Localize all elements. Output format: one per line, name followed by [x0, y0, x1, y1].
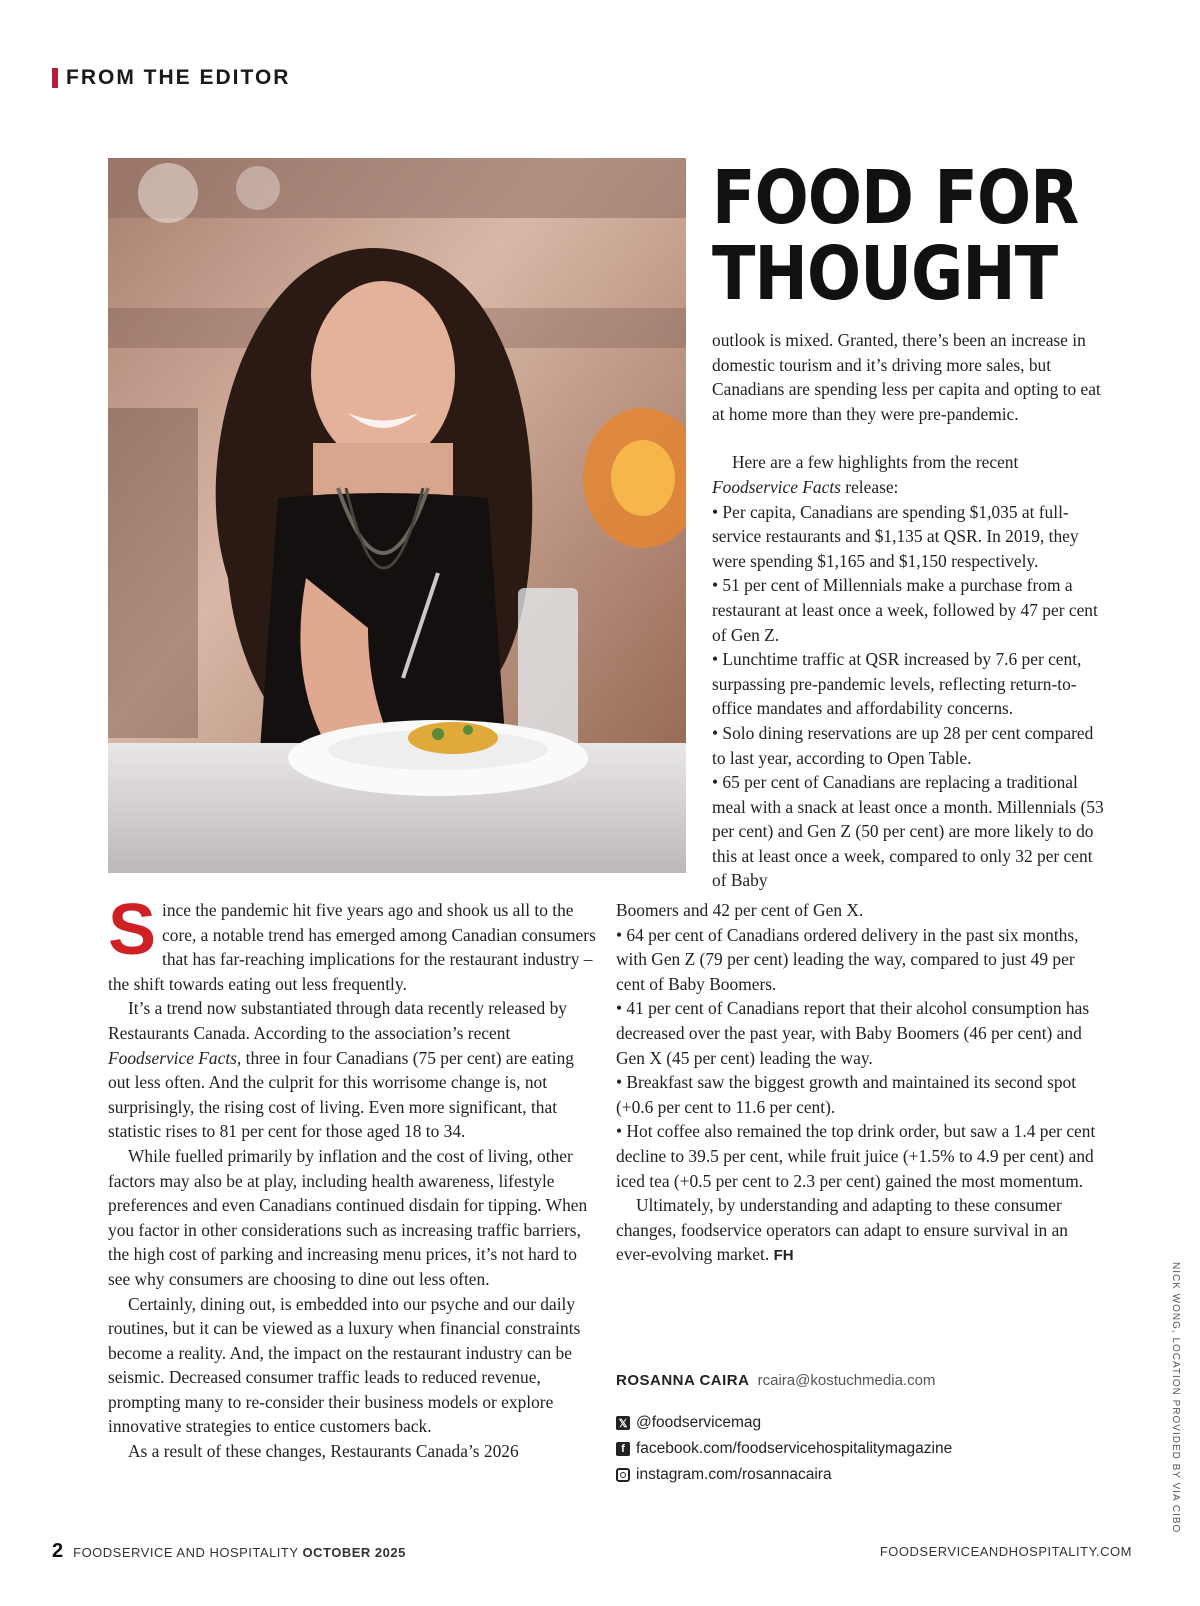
- social-facebook[interactable]: [616, 1440, 952, 1458]
- social-handle: instagram.com/rosannacaira: [636, 1466, 832, 1483]
- bullet-item: • 65 per cent of Canadians are replacing a traditional meal with a snack at least once a month. Millennials (53 per cent) and Gen Z (50 per cent) are more likely to do this at least once a week, compared to only 32 per cent of Baby: [712, 772, 1104, 891]
- paragraph-text: Here are a few highlights from the recent: [732, 452, 1019, 473]
- paragraph-text: release:: [840, 476, 899, 497]
- publication-title: Foodservice Facts: [712, 476, 841, 497]
- social-handle: @foodservicemag: [636, 1414, 762, 1431]
- author-byline: [616, 1372, 935, 1389]
- publication-info: [73, 1545, 406, 1560]
- social-twitter[interactable]: [616, 1414, 761, 1432]
- bullet-item: • Solo dining reservations are up 28 per cent compared to last year, according to Open Table.: [712, 722, 1094, 768]
- article-column-right-bottom: [616, 898, 1101, 1269]
- end-mark: FH: [773, 1247, 794, 1265]
- closing-paragraph: [616, 1193, 1101, 1269]
- headline-line-2: THOUGHT: [712, 231, 1058, 317]
- publication-name: FOODSERVICE AND HOSPITALITY: [73, 1545, 299, 1560]
- footer-website[interactable]: FOODSERVICEANDHOSPITALITY.COM: [879, 1544, 1132, 1559]
- headline: [712, 155, 1090, 317]
- drop-cap: S: [108, 890, 157, 970]
- facebook-icon: f: [616, 1442, 630, 1456]
- bullet-item: • Breakfast saw the biggest growth and maintained its second spot (+0.6 per cent to 11.6 per cent).: [616, 1072, 1077, 1117]
- author-name: ROSANNA CAIRA: [616, 1372, 750, 1389]
- footer-left: [52, 1540, 406, 1563]
- editor-photo: [108, 158, 686, 873]
- section-label: FROM THE EDITOR: [66, 66, 291, 89]
- instagram-icon: [616, 1468, 630, 1482]
- article-paragraph: Certainly, dining out, is embedded into our psyche and our daily routines, but it can be viewed as a luxury when financial constraints become a reality. And, the impact on the restaurant industry can be seismic. Decreased consumer traffic leads to reduced revenue, prompting many to re-consider their business models or explore innovative strategies to entice customers back.: [108, 1293, 581, 1437]
- paragraph-text: Ultimately, by understanding and adapting to these consumer changes, foodservice operators can adapt to ensure survival in an ever-evolving market.: [616, 1195, 1068, 1265]
- bullet-item: • Lunchtime traffic at QSR increased by 7.6 per cent, surpassing pre-pandemic levels, reflecting return-to-office mandates and affordability concerns.: [712, 649, 1082, 719]
- article-paragraph: outlook is mixed. Granted, there’s been an increase in domestic tourism and it’s driving more sales, but Canadians are spending less per capita and opting to eat at home more than they were pre-pandemic.: [712, 330, 1101, 424]
- section-marker: [52, 68, 58, 88]
- article-paragraph: As a result of these changes, Restaurants Canada’s 2026: [128, 1441, 519, 1462]
- bullet-item: • Hot coffee also remained the top drink order, but saw a 1.4 per cent decline to 39.5 per cent, while fruit juice (+1.5% to 4.9 per cent) and iced tea (+0.5 per cent to 2.3 per cent) gained the most momentum.: [616, 1121, 1096, 1191]
- publication-title: Foodservice Facts,: [108, 1047, 242, 1068]
- bullet-item: • Per capita, Canadians are spending $1,035 at full-service restaurants and $1,135 at QSR. In 2019, they were spending $1,165 and $1,150 respectively.: [712, 501, 1079, 571]
- highlights-intro: [712, 450, 1107, 499]
- article-paragraph: [108, 890, 598, 996]
- section-tag: [52, 66, 290, 90]
- article-column-left: [108, 890, 598, 1464]
- author-email-link[interactable]: rcaira@kostuchmedia.com: [757, 1372, 936, 1389]
- bullet-item: • 51 per cent of Millennials make a purchase from a restaurant at least once a week, followed by 47 per cent of Gen Z.: [712, 575, 1098, 645]
- article-paragraph: [108, 996, 598, 1144]
- editor-portrait-illustration: [108, 158, 686, 873]
- photo-credit: NICK WONG, LOCATION PROVIDED BY VIA CIBO: [1170, 1262, 1181, 1534]
- social-handle: facebook.com/foodservicehospitalitymagazine: [636, 1440, 953, 1457]
- article-column-right-top: [712, 328, 1107, 893]
- article-paragraph: While fuelled primarily by inflation and the cost of living, other factors may also be at play, including health awareness, lifestyle preferences and even Canadians continued disdain for tipping. When you factor in other considerations such as increasing traffic barriers, the high cost of parking and increasing menu prices, it’s not hard to see why consumers are choosing to dine out less often.: [108, 1145, 588, 1289]
- page-number: 2: [52, 1540, 64, 1562]
- issue-date: OCTOBER 2025: [302, 1545, 406, 1560]
- paragraph-text: It’s a trend now substantiated through data recently released by Restaurants Canada. According to the association’s recent: [108, 998, 567, 1043]
- bullet-item-continued: Boomers and 42 per cent of Gen X.: [616, 900, 864, 920]
- headline-line-1: FOOD FOR: [712, 155, 1079, 241]
- bullet-item: • 64 per cent of Canadians ordered delivery in the past six months, with Gen Z (79 per cent) leading the way, compared to just 49 per cent of Baby Boomers.: [616, 924, 1079, 994]
- x-icon: 𝕏: [616, 1416, 630, 1430]
- social-instagram[interactable]: [616, 1466, 832, 1484]
- lead-paragraph-text: ince the pandemic hit five years ago and shook us all to the core, a notable trend has emerged among Canadian consumers that has far-reaching implications for the restaurant industry – the shift towards eating out less frequently.: [108, 900, 596, 994]
- paragraph-text: three in four Canadians (75 per cent) are eating out less often. And the culprit for this worrisome change is, not surprisingly, the rising cost of living. Even more significant, that statistic rises to 81 per cent for those aged 18 to 34.: [108, 1047, 574, 1142]
- bullet-item: • 41 per cent of Canadians report that their alcohol consumption has decreased over the past year, with Baby Boomers (46 per cent) and Gen X (45 per cent) leading the way.: [616, 998, 1090, 1068]
